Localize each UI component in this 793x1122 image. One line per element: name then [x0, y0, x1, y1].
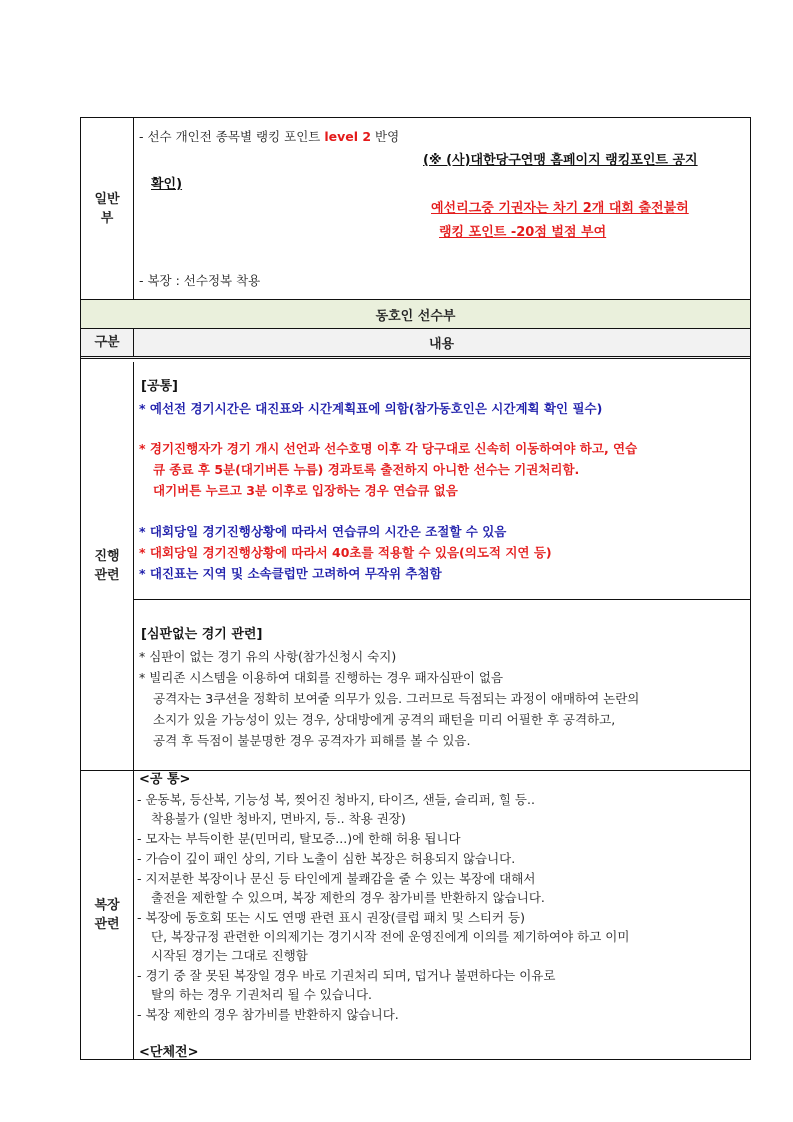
dress-content: [133, 771, 750, 1059]
dress-line-6: 출전을 제한할 수 있으며, 복장 제한의 경우 참가비를 반환하지 않습니다.: [151, 890, 545, 905]
dress-line-12: - 복장 제한의 경우 참가비를 반환하지 않습니다.: [137, 1007, 399, 1022]
dress-line-3: - 모자는 부득이한 분(민머리, 탈모증...)에 한해 허용 됩니다: [137, 831, 461, 846]
amateur-header-row: [81, 299, 750, 329]
noref-line-1: * 심판이 없는 경기 유의 사항(참가신청시 숙지): [139, 649, 397, 664]
column-header-row: [81, 329, 750, 359]
draw-rule: * 대진표는 지역 및 소속클럽만 고려하여 무작위 추첨함: [139, 566, 442, 581]
ranking-notice-line: (※ (사)대한당구연맹 홈페이지 랭킹포인트 공지: [423, 153, 698, 168]
ranking-line: - 선수 개인전 종목별 랭킹 포인트 level 2 반영: [139, 129, 400, 144]
forfeit-rule-2: 큐 종료 후 5분(대기버튼 누름) 경과토록 출전하지 아니한 선수는 기권처리함.: [153, 462, 580, 477]
dress-section: [81, 771, 750, 1059]
dress-line-10: - 경기 중 잘 못된 복장일 경우 바로 기권처리 되며, 덥거나 불편하다는 이유로: [137, 968, 556, 983]
progress-section: [81, 362, 750, 771]
noref-line-5: 공격 후 득점이 불분명한 경우 공격자가 피해를 볼 수 있음.: [153, 733, 471, 748]
practice-rule: * 대회당일 경기진행상황에 따라서 연습큐의 시간은 조절할 수 있음: [139, 524, 507, 539]
penalty-line-1: 예선리그중 기권자는 차기 2개 대회 출전불허: [431, 201, 689, 216]
dress-line-1: - 운동복, 등산복, 기능성 복, 찢어진 청바지, 타이즈, 샌들, 슬리퍼, 힐 등..: [137, 792, 535, 807]
dress-line-7: - 복장에 동호회 또는 시도 연맹 관련 표시 권장(클럽 패치 및 스티커 등): [137, 910, 525, 925]
noref-line-2: * 빌리존 시스템을 이용하여 대회를 진행하는 경우 패자심판이 없음: [139, 670, 504, 685]
noref-title: [심판없는 경기 관련]: [141, 627, 263, 642]
forfeit-rule-1: * 경기진행자가 경기 개시 선언과 선수호명 이후 각 당구대로 신속히 이동하여야 하고, 연습: [139, 441, 638, 456]
schedule-rule: * 예선전 경기시간은 대진표와 시간계획표에 의함(참가동호인은 시간계획 확인 필수): [139, 401, 603, 416]
shot-clock-rule: * 대회당일 경기진행상황에 따라서 40초를 적용할 수 있음(의도적 지연 등): [139, 545, 552, 560]
dress-common-title: <공 통>: [139, 772, 191, 787]
forfeit-rule-3: 대기버튼 누르고 3분 이후로 입장하는 경우 연습큐 없음: [153, 483, 458, 498]
amateur-header: 동호인 선수부: [375, 308, 456, 324]
level-text: level 2: [324, 129, 372, 144]
penalty-line-2: 랭킹 포인트 -20점 벌점 부여: [439, 225, 607, 240]
column-header-category: 구분: [81, 329, 134, 356]
dress-line: - 복장 : 선수정복 착용: [139, 273, 261, 288]
column-header-content: 내용: [428, 337, 455, 352]
team-title: <단체전>: [139, 1045, 199, 1060]
dress-line-2: 착용불가 (일반 청바지, 면바지, 등.. 착용 권장): [151, 811, 406, 826]
rules-table: [80, 117, 751, 1060]
progress-divider: [133, 599, 750, 600]
dress-label: 복장 관련: [81, 771, 134, 1059]
dress-line-9: 시작된 경기는 그대로 진행함: [151, 948, 308, 963]
noref-line-4: 소지가 있을 가능성이 있는 경우, 상대방에게 공격의 패턴을 미리 어필한 후 공격하고,: [153, 712, 616, 727]
general-content: [133, 118, 750, 299]
dress-line-4: - 가슴이 깊이 패인 상의, 기타 노출이 심한 복장은 허용되지 않습니다.: [137, 851, 516, 866]
noref-line-3: 공격자는 3쿠션을 정확히 보여줄 의무가 있음. 그러므로 득점되는 과정이 애매하여 논란의: [153, 691, 640, 706]
ranking-notice-line-2: 확인): [151, 177, 183, 192]
dress-line-8: 단, 복장규정 관련한 이의제기는 경기시작 전에 운영진에게 이의를 제기하여야 하고 이미: [151, 929, 630, 944]
general-section: [81, 118, 750, 299]
common-title: [공통]: [141, 379, 178, 394]
general-label: 일반 부: [81, 118, 134, 299]
progress-content: [133, 362, 750, 770]
progress-label: 진행 관련: [81, 362, 134, 770]
dress-line-11: 탈의 하는 경우 기권처리 될 수 있습니다.: [151, 987, 373, 1002]
dress-line-5: - 지저분한 복장이나 문신 등 타인에게 불쾌감을 줄 수 있는 복장에 대해서: [137, 871, 536, 886]
